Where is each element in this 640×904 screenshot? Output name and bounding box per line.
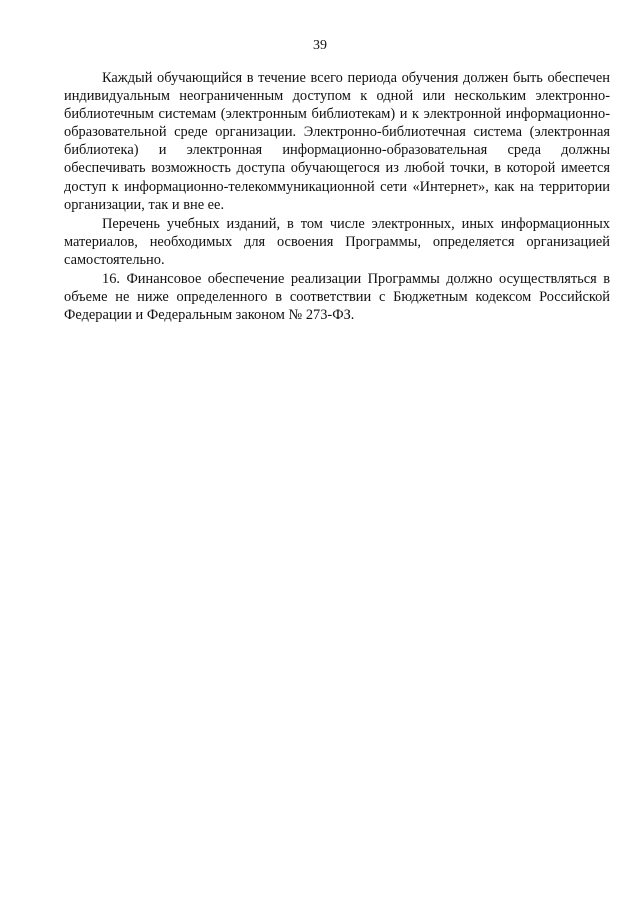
- paragraph-library-access: Каждый обучающийся в течение всего периода обучения должен быть обеспечен индивидуальным неограниченным доступом к одной или нескольким электронно-библиотечным системам (электронным библиотекам) и к электронной информационно-образовательной среде организации. Электронно-библиотечная система (электронная библиотека) и электронная информационно-образовательная среда должны обеспечивать возможность доступа обучающегося из любой точки, в которой имеется доступ к информационно-телекоммуникационной сети «Интернет», как на территории организации, так и вне ее.: [64, 70, 610, 213]
- paragraph-financial-support: 16. Финансовое обеспечение реализации Программы должно осуществляться в объеме не ниже определенного в соответствии с Бюджетным кодексом Российской Федерации и Федеральным законом № 273-ФЗ.: [64, 271, 610, 324]
- paragraph-educational-materials: Перечень учебных изданий, в том числе электронных, иных информационных материалов, необходимых для освоения Программы, определяется организацией самостоятельно.: [64, 215, 610, 268]
- document-body: [64, 69, 610, 324]
- page-number: 39: [313, 38, 327, 53]
